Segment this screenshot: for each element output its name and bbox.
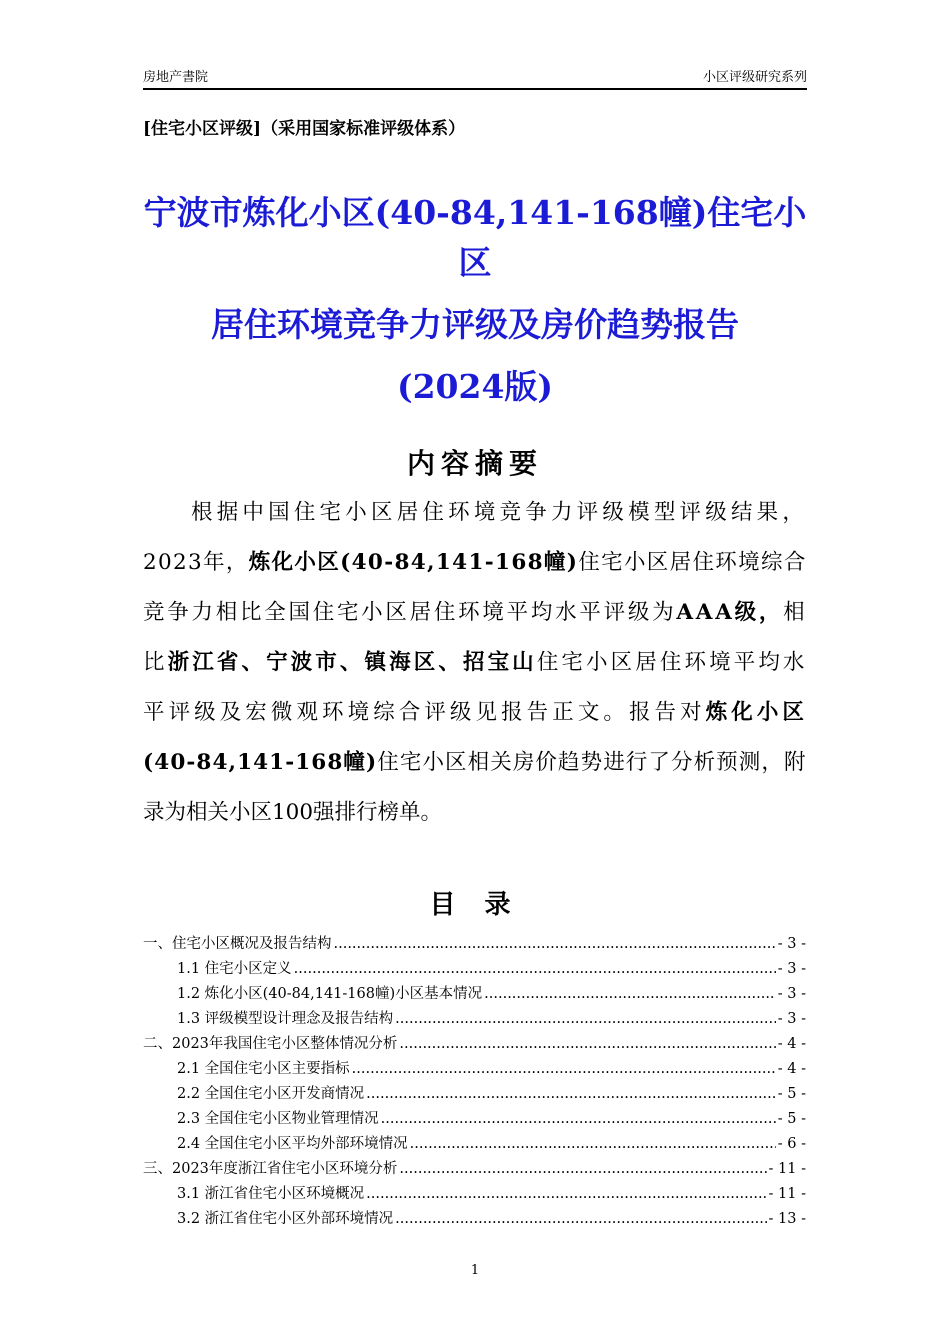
text: 平评级及宏微观环境综合评级见报告正文。报告对 bbox=[143, 700, 706, 725]
toc-page: - 6 - bbox=[777, 1136, 806, 1152]
toc-leader bbox=[366, 1182, 766, 1207]
toc-entry[interactable] bbox=[143, 1007, 806, 1032]
toc-page: - 3 - bbox=[777, 936, 806, 952]
abstract-heading: 内容摘要 bbox=[406, 447, 543, 480]
toc-leader bbox=[484, 982, 776, 1007]
text: 2023年， bbox=[143, 550, 249, 575]
toc-entry[interactable] bbox=[143, 1057, 806, 1082]
bold-text: 炼化小区(40-84,141-168幢) bbox=[248, 550, 579, 575]
toc-page: - 4 - bbox=[777, 1036, 806, 1052]
text: 录为相关小区100强排行榜单。 bbox=[143, 800, 443, 825]
toc-label[interactable]: 2.2 全国住宅小区开发商情况 bbox=[177, 1086, 365, 1102]
toc-label[interactable]: 三、2023年度浙江省住宅小区环境分析 bbox=[143, 1161, 398, 1177]
abstract-line bbox=[143, 788, 806, 838]
toc-page: - 3 - bbox=[777, 1011, 806, 1027]
toc-label[interactable]: 3.2 浙江省住宅小区外部环境情况 bbox=[177, 1211, 394, 1227]
header-right: 小区评级研究系列 bbox=[702, 70, 807, 85]
header-left: 房地产書院 bbox=[143, 70, 209, 85]
toc-label[interactable]: 1.3 评级模型设计理念及报告结构 bbox=[177, 1011, 394, 1027]
abstract-line bbox=[143, 588, 806, 638]
abstract-line bbox=[143, 738, 806, 788]
toc-entry[interactable] bbox=[143, 957, 806, 982]
toc-entry[interactable] bbox=[143, 1082, 806, 1107]
text: 住宅小区居住环境平均水 bbox=[536, 650, 808, 675]
abstract-line bbox=[143, 488, 809, 538]
toc-leader bbox=[395, 1207, 766, 1232]
toc-label[interactable]: 2.3 全国住宅小区物业管理情况 bbox=[177, 1111, 379, 1127]
toc-entry[interactable] bbox=[143, 1157, 806, 1182]
toc-entry[interactable] bbox=[143, 1207, 806, 1232]
toc-leader bbox=[334, 932, 776, 957]
page-header bbox=[143, 68, 807, 90]
rating-tag: [住宅小区评级]（采用国家标准评级体系） bbox=[143, 119, 466, 139]
page-number: 1 bbox=[470, 1263, 480, 1278]
toc-label[interactable]: 二、2023年我国住宅小区整体情况分析 bbox=[143, 1036, 398, 1052]
toc-leader bbox=[399, 1032, 775, 1057]
bold-text: 炼化小区 bbox=[705, 700, 809, 725]
text: 住宅小区相关房价趋势进行了分析预测，附 bbox=[377, 750, 807, 775]
toc-entry[interactable] bbox=[143, 1032, 806, 1057]
toc-page: - 11 - bbox=[768, 1161, 806, 1177]
abstract-line bbox=[143, 538, 806, 588]
toc-leader bbox=[395, 1007, 776, 1032]
toc-entry[interactable] bbox=[143, 982, 806, 1007]
text: 根据中国住宅小区居住环境竞争力评级模型评级结果， bbox=[191, 500, 809, 525]
toc-entry[interactable] bbox=[143, 1132, 806, 1157]
toc-label[interactable]: 2.1 全国住宅小区主要指标 bbox=[177, 1061, 350, 1077]
toc-page: - 3 - bbox=[777, 961, 806, 977]
toc-heading: 目 录 bbox=[429, 890, 521, 920]
text: 竞争力相比全国住宅小区居住环境平均水平评级为 bbox=[143, 600, 677, 625]
toc-page: - 11 - bbox=[768, 1186, 806, 1202]
toc-leader bbox=[294, 957, 776, 982]
text: 住宅小区居住环境综合 bbox=[578, 550, 807, 575]
toc-entry[interactable] bbox=[143, 932, 806, 957]
toc-label[interactable]: 1.2 炼化小区(40-84,141-168幢)小区基本情况 bbox=[177, 986, 483, 1002]
toc-entry[interactable] bbox=[143, 1182, 806, 1207]
toc-label[interactable]: 3.1 浙江省住宅小区环境概况 bbox=[177, 1186, 365, 1202]
toc-leader bbox=[352, 1057, 776, 1082]
bold-text: 浙江省、宁波市、镇海区、招宝山 bbox=[167, 650, 537, 675]
toc-page: - 5 - bbox=[777, 1111, 806, 1127]
toc-leader bbox=[410, 1132, 776, 1157]
toc-leader bbox=[399, 1157, 766, 1182]
toc-page: - 13 - bbox=[768, 1211, 806, 1227]
text: 相 bbox=[783, 600, 808, 625]
table-of-contents bbox=[143, 932, 806, 1232]
title-line-3: 居住环境竞争力评级及房价趋势报告 bbox=[211, 305, 739, 344]
title-edition: (2024版) bbox=[396, 367, 554, 406]
toc-page: - 3 - bbox=[777, 986, 806, 1002]
toc-label[interactable]: 2.4 全国住宅小区平均外部环境情况 bbox=[177, 1136, 408, 1152]
toc-page: - 5 - bbox=[777, 1086, 806, 1102]
toc-label[interactable]: 1.1 住宅小区定义 bbox=[177, 961, 292, 977]
text: 比 bbox=[143, 650, 168, 675]
toc-label[interactable]: 一、住宅小区概况及报告结构 bbox=[143, 936, 332, 952]
bold-text: AAA级， bbox=[676, 600, 784, 625]
toc-leader bbox=[366, 1082, 776, 1107]
abstract-paragraph bbox=[143, 488, 809, 838]
title-line-2: 区 bbox=[458, 243, 492, 282]
bold-text: (40-84,141-168幢) bbox=[143, 750, 378, 775]
toc-entry[interactable] bbox=[143, 1107, 806, 1132]
abstract-line bbox=[143, 638, 806, 688]
toc-page: - 4 - bbox=[777, 1061, 806, 1077]
title-line-1: 宁波市炼化小区(40-84,141-168幢)住宅小 bbox=[143, 193, 807, 232]
toc-leader bbox=[381, 1107, 776, 1132]
abstract-line bbox=[143, 688, 809, 738]
